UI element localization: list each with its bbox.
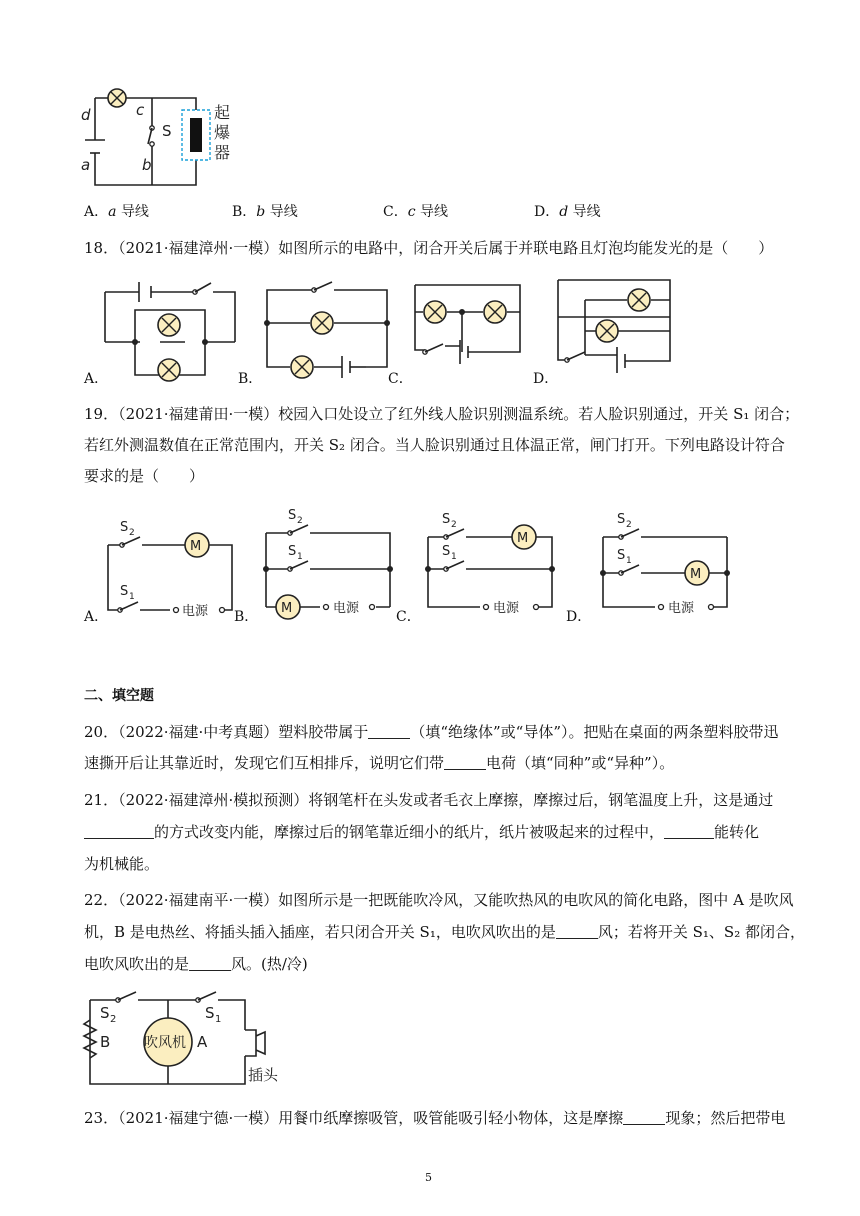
q19b-s2-label: S — [288, 508, 297, 523]
q18-option-d-letter[interactable]: D． — [533, 371, 559, 387]
q19-option-d-letter[interactable]: D． — [566, 609, 592, 625]
q22-s1-label: S — [205, 1004, 215, 1022]
q20-blank-1[interactable] — [368, 722, 410, 739]
option-letter: B． — [232, 204, 257, 220]
q22-b-label: B — [100, 1033, 111, 1051]
q18-circuit-b — [262, 280, 392, 385]
q20-line-2 — [84, 751, 674, 775]
q18-stem: 18．（2021·福建漳州·一模）如图所示的电路中，闭合开关后属于并联电路且灯泡均能发光的是（ ） — [84, 239, 774, 257]
q19-option-c-letter[interactable]: C． — [396, 609, 421, 625]
q19c-motor-label: M — [517, 531, 529, 546]
q19-stem-line-1: 19．（2021·福建莆田·一模）校园入口处设立了红外线人脸识别测温系统。若人脸识别通过，开关 S₁ 闭合； — [84, 405, 800, 423]
q19b-s2-sub: 2 — [297, 516, 303, 526]
q21-text: 的方式改变内能，摩擦过后的钢笔靠近细小的纸片，纸片被吸起来的过程中， — [154, 823, 665, 841]
q17-label-s: S — [162, 122, 172, 140]
q19c-s2-sub: 2 — [451, 520, 457, 530]
q21-blank-1[interactable] — [84, 822, 154, 839]
q22-a-label: A — [197, 1033, 208, 1051]
q19b-s1-sub: 1 — [297, 552, 303, 562]
q22-blank-1[interactable] — [556, 922, 598, 939]
option-text: 导线 — [420, 204, 449, 220]
section-title-fill-in: 二、填空题 — [84, 688, 154, 704]
option-letter: A． — [84, 204, 109, 220]
q21-blank-2[interactable] — [664, 822, 714, 839]
q17-label-c: c — [136, 101, 145, 119]
q19b-power-label: 电源 — [333, 601, 360, 616]
q19c-s2-label: S — [442, 512, 451, 527]
q19c-s1-label: S — [442, 544, 451, 559]
q22-line-3 — [84, 952, 308, 976]
q19-stem-line-3: 要求的是（ ） — [84, 467, 205, 485]
q21-line-2 — [84, 820, 759, 844]
q23-blank-1[interactable] — [623, 1108, 665, 1125]
q22-line-2 — [84, 920, 805, 944]
q19a-s2-sub: 2 — [129, 528, 135, 538]
q17-circuit-diagram — [80, 80, 240, 190]
q19a-motor-label: M — [190, 539, 202, 554]
q17-option-b[interactable] — [232, 200, 298, 224]
q17-option-c[interactable] — [383, 200, 448, 224]
q19d-power-label: 电源 — [668, 601, 695, 616]
q19-circuit-b — [258, 505, 398, 620]
q21-line-1: 21．（2022·福建漳州·模拟预测）将钢笔杆在头发或者毛衣上摩擦，摩擦过后，钢笔温度上升，这是通过 — [84, 791, 774, 809]
q19d-motor-label: M — [690, 567, 702, 582]
q19-circuit-a — [100, 515, 240, 620]
q18-circuit-d — [555, 275, 675, 385]
q19d-s2-label: S — [617, 512, 626, 527]
q22-text: 风。(热/冷) — [231, 955, 308, 973]
q19a-s2-label: S — [120, 520, 129, 535]
q18-circuit-a — [105, 280, 240, 385]
q17-detonator-char-1: 起 — [214, 103, 231, 122]
q18-option-c-letter[interactable]: C． — [388, 371, 413, 387]
option-var: d — [559, 204, 569, 220]
q17-label-a: a — [81, 156, 91, 174]
q19b-s1-label: S — [288, 544, 297, 559]
q20-line-1 — [84, 720, 779, 744]
q22-text: 风；若将开关 S₁、S₂ 都闭合， — [597, 923, 805, 941]
q18-option-b-letter[interactable]: B． — [238, 371, 263, 387]
q19a-power-label: 电源 — [182, 604, 209, 619]
q21-line-3: 为机械能。 — [84, 855, 160, 873]
option-text: 导线 — [572, 204, 601, 220]
option-letter: D． — [534, 204, 560, 220]
q19d-s1-label: S — [617, 548, 626, 563]
option-text: 导线 — [120, 204, 149, 220]
q19c-s1-sub: 1 — [451, 552, 457, 562]
q22-hairdryer-circuit — [80, 990, 300, 1090]
q20-text: （填“绝缘体”或“导体”）。把贴在桌面的两条塑料胶带迅 — [410, 723, 779, 741]
option-var: a — [108, 204, 117, 220]
q22-blower-label: 吹风机 — [144, 1035, 186, 1051]
q23-text: 现象；然后把带电 — [665, 1109, 786, 1127]
option-var: c — [407, 204, 416, 220]
q22-text: 电吹风吹出的是 — [84, 955, 190, 973]
q21-text: 能转化 — [714, 823, 760, 841]
q17-label-d: d — [81, 106, 91, 124]
q18-option-a-letter[interactable]: A． — [84, 371, 109, 387]
q17-option-a[interactable] — [84, 200, 149, 224]
q22-text: 机，B 是电热丝、将插头插入插座，若只闭合开关 S₁，电吹风吹出的是 — [84, 923, 556, 941]
page-number: 5 — [425, 1171, 432, 1184]
q17-detonator-char-2: 爆 — [214, 123, 231, 142]
q19-option-b-letter[interactable]: B． — [234, 609, 259, 625]
q22-s1-sub: 1 — [215, 1014, 222, 1025]
q17-detonator-char-3: 器 — [214, 143, 231, 162]
q19d-s2-sub: 2 — [626, 520, 632, 530]
q19-circuit-c — [420, 505, 560, 620]
q23-line-1 — [84, 1106, 785, 1130]
q19-stem-line-2: 若红外测温数值在正常范围内，开关 S₂ 闭合。当人脸识别通过且体温正常，闸门打开。下列电路设计符合 — [84, 436, 785, 454]
q23-text: 23．（2021·福建宁德·一模）用餐巾纸摩擦吸管，吸管能吸引轻小物体，这是摩擦 — [84, 1109, 624, 1127]
q20-text: 电荷（填“同种”或“异种”）。 — [486, 754, 675, 772]
q19-option-a-letter[interactable]: A． — [84, 609, 109, 625]
q22-plug-label: 插头 — [248, 1066, 279, 1084]
q20-text: 20．（2022·福建·中考真题）塑料胶带属于 — [84, 723, 369, 741]
q20-text: 速撕开后让其靠近时，发现它们互相排斥，说明它们带 — [84, 754, 445, 772]
q19b-motor-label: M — [281, 601, 293, 616]
q22-s2-label: S — [100, 1004, 110, 1022]
option-var: b — [256, 204, 266, 220]
q18-circuit-c — [410, 280, 530, 385]
q19a-s1-sub: 1 — [129, 592, 135, 602]
q19a-s1-label: S — [120, 584, 129, 599]
q19-circuit-d — [595, 505, 735, 620]
q22-s2-sub: 2 — [110, 1014, 117, 1025]
option-text: 导线 — [269, 204, 298, 220]
q22-line-1: 22．（2022·福建南平·一模）如图所示是一把既能吹冷风，又能吹热风的电吹风的简化电路，图中 A 是吹风 — [84, 891, 794, 909]
option-letter: C． — [383, 204, 408, 220]
q22-blank-2[interactable] — [189, 954, 231, 971]
q19d-s1-sub: 1 — [626, 556, 632, 566]
q17-option-d[interactable] — [534, 200, 601, 224]
q17-detonator-icon — [190, 118, 202, 152]
q20-blank-2[interactable] — [444, 753, 486, 770]
q19c-power-label: 电源 — [493, 601, 520, 616]
q17-label-b: b — [142, 156, 152, 174]
